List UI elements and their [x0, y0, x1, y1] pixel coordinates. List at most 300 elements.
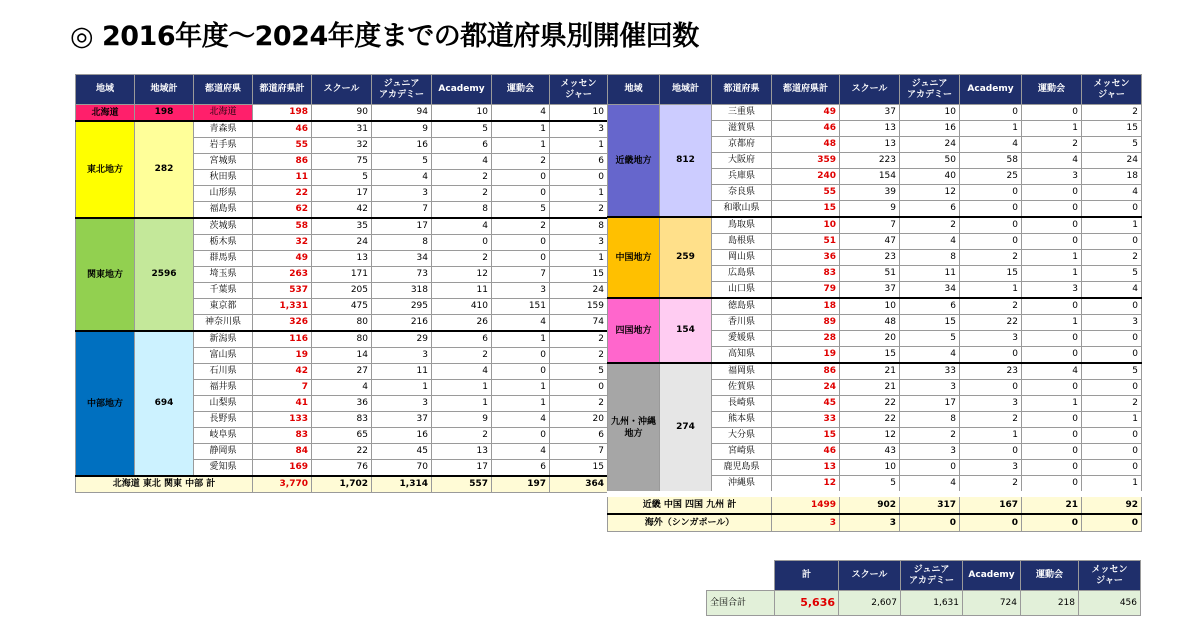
- count-messenger: 7: [550, 444, 608, 460]
- left-table: [75, 74, 608, 493]
- count-junior: 216: [372, 315, 432, 332]
- count-academy: 0: [960, 347, 1022, 364]
- region-total: 812: [660, 105, 712, 218]
- prefecture-name: 大阪府: [712, 153, 772, 169]
- count-academy: 11: [432, 283, 492, 299]
- table-row: [76, 105, 608, 122]
- count-undokai: 7: [492, 267, 550, 283]
- count-school: 154: [840, 169, 900, 185]
- prefecture-name: 福岡県: [712, 363, 772, 380]
- prefecture-total: 11: [253, 170, 312, 186]
- count-junior: 45: [372, 444, 432, 460]
- count-junior: 17: [900, 396, 960, 412]
- overseas-row: [608, 514, 1142, 532]
- prefecture-name: 高知県: [712, 347, 772, 364]
- prefecture-name: 福井県: [194, 380, 253, 396]
- count-undokai: 0: [1022, 444, 1082, 460]
- table-row: [76, 218, 608, 235]
- header-pref-total: 都道府県計: [772, 75, 840, 105]
- count-academy: 2: [960, 250, 1022, 266]
- count-school: 83: [312, 412, 372, 428]
- count-undokai: 0: [492, 170, 550, 186]
- table-row: [608, 298, 1142, 315]
- count-school: 13: [840, 121, 900, 137]
- count-academy: 15: [960, 266, 1022, 282]
- count-undokai: 1: [1022, 315, 1082, 331]
- prefecture-total: 240: [772, 169, 840, 185]
- count-messenger: 4: [1082, 185, 1142, 201]
- prefecture-name: 群馬県: [194, 251, 253, 267]
- count-school: 37: [840, 105, 900, 121]
- count-undokai: 4: [492, 444, 550, 460]
- count-school: 20: [840, 331, 900, 347]
- count-undokai: 0: [1022, 412, 1082, 428]
- national-total-table: [706, 560, 1141, 616]
- left-header-row: [76, 75, 608, 105]
- header-undokai: 運動会: [492, 75, 550, 105]
- count-junior: 16: [372, 138, 432, 154]
- count-junior: 3: [900, 380, 960, 396]
- summary-header-junior: ジュニア アカデミー: [901, 561, 963, 591]
- count-academy: 6: [432, 331, 492, 348]
- header-academy: Academy: [432, 75, 492, 105]
- count-academy: 0: [960, 234, 1022, 250]
- count-undokai: 1: [492, 331, 550, 348]
- prefecture-name: 富山県: [194, 348, 253, 364]
- count-undokai: 1: [492, 396, 550, 412]
- count-academy: 4: [432, 218, 492, 235]
- count-undokai: 0: [1022, 460, 1082, 476]
- count-academy: 0: [960, 380, 1022, 396]
- count-undokai: 0: [1022, 380, 1082, 396]
- prefecture-total: 83: [253, 428, 312, 444]
- count-messenger: 0: [1082, 347, 1142, 364]
- prefecture-total: 49: [253, 251, 312, 267]
- count-school: 5: [840, 476, 900, 495]
- count-undokai: 0: [492, 251, 550, 267]
- count-school: 42: [312, 202, 372, 219]
- summary-header-school: スクール: [839, 561, 901, 591]
- prefecture-name: 京都府: [712, 137, 772, 153]
- count-undokai: 3: [1022, 282, 1082, 299]
- count-undokai: 1: [492, 380, 550, 396]
- table-row: [76, 331, 608, 348]
- region-total: 274: [660, 363, 712, 494]
- right-subtotal-row-academy: 167: [960, 494, 1022, 514]
- count-messenger: 5: [550, 364, 608, 380]
- count-junior: 10: [900, 105, 960, 121]
- prefecture-name: 熊本県: [712, 412, 772, 428]
- prefecture-total: 62: [253, 202, 312, 219]
- prefecture-total: 326: [253, 315, 312, 332]
- count-academy: 1: [432, 380, 492, 396]
- count-junior: 8: [900, 250, 960, 266]
- prefecture-total: 169: [253, 460, 312, 477]
- count-academy: 12: [432, 267, 492, 283]
- right-body: [608, 105, 1142, 532]
- count-school: 32: [312, 138, 372, 154]
- count-undokai: 1: [492, 138, 550, 154]
- prefecture-name: 千葉県: [194, 283, 253, 299]
- prefecture-name: 岡山県: [712, 250, 772, 266]
- left-subtotal-row-undokai: 197: [492, 476, 550, 493]
- count-undokai: 0: [492, 235, 550, 251]
- count-junior: 0: [900, 460, 960, 476]
- count-school: 223: [840, 153, 900, 169]
- count-junior: 37: [372, 412, 432, 428]
- count-messenger: 24: [550, 283, 608, 299]
- count-messenger: 2: [1082, 105, 1142, 121]
- count-academy: 1: [960, 282, 1022, 299]
- header-region: 地域: [76, 75, 135, 105]
- count-undokai: 4: [492, 105, 550, 122]
- count-messenger: 0: [1082, 380, 1142, 396]
- count-junior: 2: [900, 428, 960, 444]
- count-academy: 410: [432, 299, 492, 315]
- header-junior: ジュニア アカデミー: [372, 75, 432, 105]
- prefecture-total: 45: [772, 396, 840, 412]
- count-undokai: 4: [492, 315, 550, 332]
- count-school: 13: [312, 251, 372, 267]
- count-messenger: 10: [550, 105, 608, 122]
- header-junior: ジュニア アカデミー: [900, 75, 960, 105]
- header-region-total: 地域計: [135, 75, 194, 105]
- national-total-value: 5,636: [775, 591, 839, 616]
- count-academy: 0: [960, 444, 1022, 460]
- count-messenger: 2: [550, 202, 608, 219]
- prefecture-total: 46: [253, 121, 312, 138]
- overseas-row-total: 3: [772, 514, 840, 532]
- count-undokai: 2: [1022, 137, 1082, 153]
- header-messenger: メッセン ジャー: [1082, 75, 1142, 105]
- count-undokai: 1: [1022, 266, 1082, 282]
- prefecture-total: 84: [253, 444, 312, 460]
- prefecture-total: 116: [253, 331, 312, 348]
- count-school: 10: [840, 298, 900, 315]
- left-body: [76, 105, 608, 493]
- count-junior: 12: [900, 185, 960, 201]
- header-school: スクール: [840, 75, 900, 105]
- prefecture-total: 198: [253, 105, 312, 122]
- count-junior: 16: [900, 121, 960, 137]
- prefecture-name: 愛媛県: [712, 331, 772, 347]
- count-messenger: 3: [550, 235, 608, 251]
- count-undokai: 0: [1022, 217, 1082, 234]
- count-messenger: 5: [1082, 363, 1142, 380]
- prefecture-name: 徳島県: [712, 298, 772, 315]
- prefecture-name: 石川県: [194, 364, 253, 380]
- count-academy: 2: [432, 348, 492, 364]
- prefecture-name: 三重県: [712, 105, 772, 121]
- count-junior: 3: [372, 396, 432, 412]
- prefecture-name: 岩手県: [194, 138, 253, 154]
- prefecture-total: 18: [772, 298, 840, 315]
- header-region: 地域: [608, 75, 660, 105]
- count-messenger: 3: [550, 121, 608, 138]
- count-messenger: 2: [550, 348, 608, 364]
- count-messenger: 1: [1082, 217, 1142, 234]
- prefecture-name: 大分県: [712, 428, 772, 444]
- count-academy: 1: [960, 121, 1022, 137]
- prefecture-name: 佐賀県: [712, 380, 772, 396]
- region-name: 北海道: [76, 105, 135, 122]
- count-school: 5: [312, 170, 372, 186]
- count-academy: 3: [960, 396, 1022, 412]
- count-junior: 6: [900, 201, 960, 218]
- prefecture-name: 鹿児島県: [712, 460, 772, 476]
- count-school: 15: [840, 347, 900, 364]
- count-school: 10: [840, 460, 900, 476]
- count-academy: 8: [432, 202, 492, 219]
- count-junior: 8: [900, 412, 960, 428]
- count-messenger: 24: [1082, 153, 1142, 169]
- count-messenger: 2: [1082, 396, 1142, 412]
- overseas-row-junior: 0: [900, 514, 960, 532]
- prefecture-name: 山梨県: [194, 396, 253, 412]
- national-total-school: 2,607: [839, 591, 901, 616]
- region-total: 154: [660, 298, 712, 363]
- count-academy: 0: [960, 217, 1022, 234]
- summary-header-blank: [707, 561, 775, 591]
- count-school: 22: [312, 444, 372, 460]
- prefecture-total: 28: [772, 331, 840, 347]
- count-messenger: 4: [1082, 282, 1142, 299]
- count-messenger: 0: [550, 380, 608, 396]
- header-region-total: 地域計: [660, 75, 712, 105]
- prefecture-total: 58: [253, 218, 312, 235]
- count-academy: 4: [432, 364, 492, 380]
- count-school: 35: [312, 218, 372, 235]
- count-junior: 4: [900, 476, 960, 495]
- right-subtotal-row-undokai: 21: [1022, 494, 1082, 514]
- count-junior: 9: [372, 121, 432, 138]
- count-messenger: 1: [1082, 476, 1142, 495]
- count-junior: 11: [900, 266, 960, 282]
- count-messenger: 6: [550, 154, 608, 170]
- header-messenger: メッセン ジャー: [550, 75, 608, 105]
- count-school: 48: [840, 315, 900, 331]
- prefecture-name: 茨城県: [194, 218, 253, 235]
- count-messenger: 5: [1082, 137, 1142, 153]
- prefecture-total: 15: [772, 428, 840, 444]
- prefecture-total: 12: [772, 476, 840, 495]
- prefecture-total: 24: [772, 380, 840, 396]
- prefecture-total: 79: [772, 282, 840, 299]
- region-total: 694: [135, 331, 194, 476]
- count-school: 475: [312, 299, 372, 315]
- prefecture-name: 島根県: [712, 234, 772, 250]
- count-school: 36: [312, 396, 372, 412]
- count-academy: 0: [960, 185, 1022, 201]
- count-junior: 4: [372, 170, 432, 186]
- count-school: 31: [312, 121, 372, 138]
- region-name: 近畿地方: [608, 105, 660, 218]
- count-junior: 4: [900, 234, 960, 250]
- region-total: 259: [660, 217, 712, 298]
- count-undokai: 2: [492, 218, 550, 235]
- count-messenger: 1: [550, 138, 608, 154]
- count-junior: 318: [372, 283, 432, 299]
- prefecture-name: 和歌山県: [712, 201, 772, 218]
- region-name: 東北地方: [76, 121, 135, 218]
- right-subtotal-row: [608, 494, 1142, 514]
- left-subtotal-row-school: 1,702: [312, 476, 372, 493]
- count-undokai: 3: [1022, 169, 1082, 185]
- count-junior: 50: [900, 153, 960, 169]
- region-total: 282: [135, 121, 194, 218]
- prefecture-total: 19: [253, 348, 312, 364]
- prefecture-name: 愛知県: [194, 460, 253, 477]
- prefecture-total: 19: [772, 347, 840, 364]
- prefecture-total: 46: [772, 444, 840, 460]
- count-undokai: 6: [492, 460, 550, 477]
- count-messenger: 74: [550, 315, 608, 332]
- prefecture-name: 沖縄県: [712, 476, 772, 495]
- overseas-row-label: 海外（シンガポール）: [608, 514, 772, 532]
- count-junior: 4: [900, 347, 960, 364]
- region-name: 中部地方: [76, 331, 135, 476]
- count-academy: 2: [432, 170, 492, 186]
- prefecture-total: 33: [772, 412, 840, 428]
- header-school: スクール: [312, 75, 372, 105]
- header-academy: Academy: [960, 75, 1022, 105]
- count-undokai: 5: [492, 202, 550, 219]
- count-academy: 2: [960, 412, 1022, 428]
- count-junior: 33: [900, 363, 960, 380]
- count-school: 21: [840, 380, 900, 396]
- count-junior: 5: [372, 154, 432, 170]
- count-junior: 34: [372, 251, 432, 267]
- region-name: 四国地方: [608, 298, 660, 363]
- prefecture-total: 86: [253, 154, 312, 170]
- count-academy: 10: [432, 105, 492, 122]
- count-academy: 2: [960, 298, 1022, 315]
- prefecture-total: 89: [772, 315, 840, 331]
- overseas-row-academy: 0: [960, 514, 1022, 532]
- right-subtotal-row-total: 1499: [772, 494, 840, 514]
- count-junior: 24: [900, 137, 960, 153]
- table-row: [608, 363, 1142, 380]
- count-school: 22: [840, 412, 900, 428]
- count-messenger: 1: [1082, 412, 1142, 428]
- region-total: 2596: [135, 218, 194, 331]
- prefecture-name: 香川県: [712, 315, 772, 331]
- count-academy: 4: [432, 154, 492, 170]
- region-name: 中国地方: [608, 217, 660, 298]
- count-undokai: 0: [1022, 476, 1082, 495]
- right-subtotal-row-messenger: 92: [1082, 494, 1142, 514]
- prefecture-name: 静岡県: [194, 444, 253, 460]
- prefecture-total: 55: [253, 138, 312, 154]
- right-table: [607, 74, 1142, 532]
- region-total: 198: [135, 105, 194, 122]
- count-undokai: 0: [1022, 234, 1082, 250]
- prefecture-name: 宮崎県: [712, 444, 772, 460]
- prefecture-total: 13: [772, 460, 840, 476]
- count-messenger: 15: [550, 460, 608, 477]
- count-school: 7: [840, 217, 900, 234]
- count-academy: 6: [432, 138, 492, 154]
- count-school: 76: [312, 460, 372, 477]
- prefecture-name: 長崎県: [712, 396, 772, 412]
- prefecture-name: 栃木県: [194, 235, 253, 251]
- header-pref-total: 都道府県計: [253, 75, 312, 105]
- prefecture-name: 長野県: [194, 412, 253, 428]
- right-subtotal-row-school: 902: [840, 494, 900, 514]
- count-academy: 17: [432, 460, 492, 477]
- count-messenger: 5: [1082, 266, 1142, 282]
- count-school: 17: [312, 186, 372, 202]
- count-school: 12: [840, 428, 900, 444]
- prefecture-total: 46: [772, 121, 840, 137]
- count-academy: 2: [432, 251, 492, 267]
- prefecture-total: 10: [772, 217, 840, 234]
- count-school: 14: [312, 348, 372, 364]
- prefecture-name: 東京都: [194, 299, 253, 315]
- left-subtotal-row-junior: 1,314: [372, 476, 432, 493]
- summary-header-row: [707, 561, 1141, 591]
- count-junior: 6: [900, 298, 960, 315]
- left-subtotal-row-total: 3,770: [253, 476, 312, 493]
- count-undokai: 1: [1022, 121, 1082, 137]
- count-undokai: 4: [492, 412, 550, 428]
- table-row: [608, 217, 1142, 234]
- count-junior: 5: [900, 331, 960, 347]
- count-undokai: 0: [1022, 201, 1082, 218]
- prefecture-total: 32: [253, 235, 312, 251]
- summary-header-undokai: 運動会: [1021, 561, 1079, 591]
- count-undokai: 0: [1022, 347, 1082, 364]
- count-undokai: 151: [492, 299, 550, 315]
- count-academy: 13: [432, 444, 492, 460]
- right-subtotal-row-junior: 317: [900, 494, 960, 514]
- summary-header-academy: Academy: [963, 561, 1021, 591]
- summary-header-messenger: メッセン ジャー: [1079, 561, 1141, 591]
- prefecture-total: 48: [772, 137, 840, 153]
- overseas-row-messenger: 0: [1082, 514, 1142, 532]
- count-messenger: 159: [550, 299, 608, 315]
- count-school: 80: [312, 315, 372, 332]
- count-messenger: 20: [550, 412, 608, 428]
- overseas-row-undokai: 0: [1022, 514, 1082, 532]
- count-junior: 73: [372, 267, 432, 283]
- count-messenger: 18: [1082, 169, 1142, 185]
- count-messenger: 8: [550, 218, 608, 235]
- prefecture-name: 岐阜県: [194, 428, 253, 444]
- count-academy: 22: [960, 315, 1022, 331]
- overseas-row-school: 3: [840, 514, 900, 532]
- summary-header-total: 計: [775, 561, 839, 591]
- count-school: 65: [312, 428, 372, 444]
- prefecture-total: 263: [253, 267, 312, 283]
- count-school: 39: [840, 185, 900, 201]
- count-junior: 16: [372, 428, 432, 444]
- prefecture-name: 兵庫県: [712, 169, 772, 185]
- count-junior: 17: [372, 218, 432, 235]
- count-academy: 1: [960, 428, 1022, 444]
- prefecture-name: 新潟県: [194, 331, 253, 348]
- prefecture-total: 49: [772, 105, 840, 121]
- count-academy: 4: [960, 137, 1022, 153]
- prefecture-total: 22: [253, 186, 312, 202]
- prefecture-name: 福島県: [194, 202, 253, 219]
- count-messenger: 0: [550, 170, 608, 186]
- header-pref: 都道府県: [194, 75, 253, 105]
- count-school: 80: [312, 331, 372, 348]
- prefecture-total: 86: [772, 363, 840, 380]
- count-school: 43: [840, 444, 900, 460]
- count-junior: 295: [372, 299, 432, 315]
